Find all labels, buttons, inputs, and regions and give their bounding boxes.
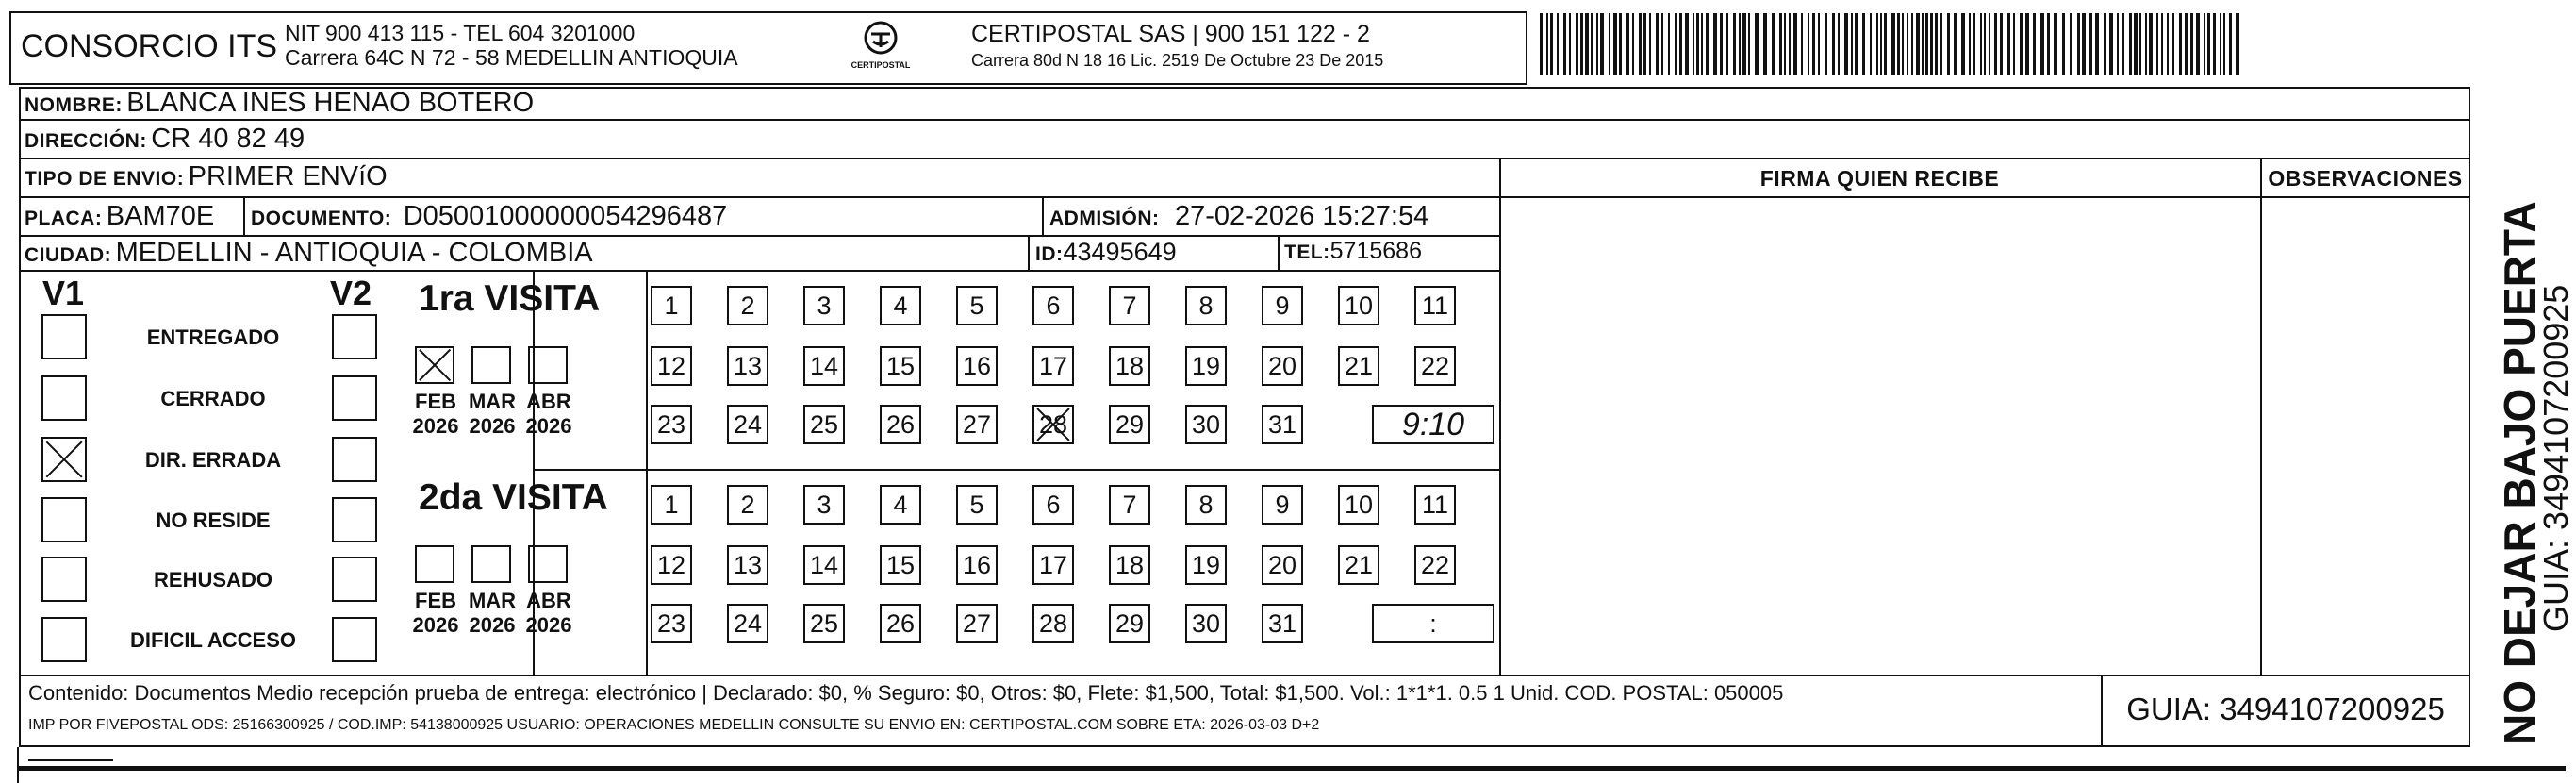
day-box[interactable]: 11 bbox=[1414, 485, 1456, 525]
status-label: REHUSADO bbox=[154, 568, 272, 591]
day-box[interactable]: 1 bbox=[651, 485, 692, 525]
certipostal-logo bbox=[852, 19, 909, 79]
admission-label: ADMISIÓN: bbox=[1049, 208, 1160, 229]
month-name: ABR bbox=[526, 390, 571, 413]
day-box[interactable]: 7 bbox=[1109, 485, 1150, 525]
day-box[interactable]: 5 bbox=[956, 485, 998, 525]
status-v2-checkbox[interactable] bbox=[332, 314, 377, 359]
day-box[interactable]: 2 bbox=[727, 286, 768, 325]
day-box[interactable]: 9 bbox=[1262, 485, 1303, 525]
day-box[interactable]: 6 bbox=[1032, 485, 1074, 525]
status-label: CERRADO bbox=[160, 387, 266, 410]
status-label: DIFICIL ACCESO bbox=[129, 628, 296, 652]
status-v2-checkbox[interactable] bbox=[332, 497, 377, 542]
month-year: 2026 bbox=[525, 414, 572, 438]
day-box[interactable]: 30 bbox=[1185, 604, 1227, 643]
shipping-row bbox=[25, 161, 388, 192]
id-label: ID: bbox=[1035, 243, 1064, 265]
company-line2: Carrera 64C N 72 - 58 MEDELLIN ANTIOQUIA bbox=[285, 45, 738, 70]
day-box[interactable]: 10 bbox=[1338, 485, 1379, 525]
status-label: DIR. ERRADA bbox=[144, 448, 282, 472]
day-box[interactable]: 21 bbox=[1338, 346, 1379, 386]
status-label: ENTREGADO bbox=[146, 325, 280, 349]
side-warning-text: NO DEJAR BAJO PUERTA bbox=[2495, 201, 2544, 745]
day-box[interactable]: 21 bbox=[1338, 545, 1379, 585]
address-row bbox=[25, 124, 305, 155]
day-box[interactable]: 8 bbox=[1185, 485, 1227, 525]
tel-label: TEL: bbox=[1284, 242, 1330, 263]
day-box[interactable]: 15 bbox=[880, 346, 921, 386]
plate-label: PLACA: bbox=[25, 208, 103, 229]
status-label: NO RESIDE bbox=[156, 508, 271, 532]
tel-cell bbox=[1284, 238, 1422, 265]
day-box[interactable]: 29 bbox=[1109, 405, 1150, 444]
day-box[interactable]: 24 bbox=[727, 604, 768, 643]
visit-time-box[interactable]: : bbox=[1372, 604, 1494, 643]
month-label bbox=[520, 390, 577, 439]
day-box[interactable]: 22 bbox=[1414, 346, 1456, 386]
document-cell bbox=[251, 201, 727, 232]
month-label bbox=[407, 589, 464, 638]
signature-header: FIRMA QUIEN RECIBE bbox=[1759, 166, 2000, 191]
footer-content-line: Contenido: Documentos Medio recepción prueba de entrega: electrónico | Declarado: $0, % Seguro: $0, Otros: $0, Flete: $1,500, Total: $1,500. Vol.: 1*1*1. 0.5 1 Unid. COD. POSTAL: 050005 bbox=[28, 681, 1784, 705]
status-v1-checkbox[interactable] bbox=[41, 375, 87, 421]
day-box[interactable]: 23 bbox=[651, 604, 692, 643]
company-name: CONSORCIO ITS bbox=[21, 28, 278, 64]
barcode bbox=[1540, 13, 2242, 75]
id-value: 43495649 bbox=[1063, 238, 1177, 266]
month-year: 2026 bbox=[525, 613, 572, 637]
day-box[interactable]: 18 bbox=[1109, 346, 1150, 386]
month-label bbox=[464, 390, 520, 439]
city-cell bbox=[25, 238, 593, 269]
day-box[interactable]: 2 bbox=[727, 485, 768, 525]
shipping-label: TIPO DE ENVIO: bbox=[25, 168, 185, 190]
visit-time-box[interactable]: 9:10 bbox=[1372, 405, 1494, 444]
plate-cell bbox=[25, 201, 214, 232]
month-name: FEB bbox=[415, 589, 456, 612]
status-v2-checkbox[interactable] bbox=[332, 557, 377, 602]
day-box[interactable]: 15 bbox=[880, 545, 921, 585]
day-box[interactable]: 4 bbox=[880, 485, 921, 525]
day-box[interactable]: 25 bbox=[803, 604, 845, 643]
admission-value: 27-02-2026 15:27:54 bbox=[1174, 201, 1429, 231]
day-box[interactable]: 27 bbox=[956, 604, 998, 643]
day-box[interactable]: 17 bbox=[1032, 545, 1074, 585]
day-box[interactable]: 30 bbox=[1185, 405, 1227, 444]
month-year: 2026 bbox=[469, 414, 516, 438]
city-value: MEDELLIN - ANTIOQUIA - COLOMBIA bbox=[115, 238, 593, 268]
day-box[interactable]: 4 bbox=[880, 286, 921, 325]
day-box[interactable]: 12 bbox=[651, 346, 692, 386]
day-box[interactable]: 5 bbox=[956, 286, 998, 325]
day-box[interactable]: 9 bbox=[1262, 286, 1303, 325]
day-box[interactable]: 24 bbox=[727, 405, 768, 444]
day-box[interactable]: 10 bbox=[1338, 286, 1379, 325]
day-box[interactable]: 13 bbox=[727, 545, 768, 585]
city-label: CIUDAD: bbox=[25, 244, 112, 266]
day-box[interactable]: 16 bbox=[956, 346, 998, 386]
company-line1: NIT 900 413 115 - TEL 604 3201000 bbox=[285, 21, 636, 45]
status-v1-checkbox[interactable] bbox=[41, 557, 87, 602]
status-v1-checkbox[interactable] bbox=[41, 497, 87, 542]
visit-title: 2da VISITA bbox=[419, 477, 608, 518]
status-v2-checkbox[interactable] bbox=[332, 375, 377, 421]
side-guia-text: GUIA: 3494107200925 bbox=[2536, 284, 2575, 632]
month-year: 2026 bbox=[469, 613, 516, 637]
status-v2-checkbox[interactable] bbox=[332, 617, 377, 662]
status-v2-checkbox[interactable] bbox=[332, 437, 377, 482]
footer-imp-line: IMP POR FIVEPOSTAL ODS: 25166300925 / COD.IMP: 54138000925 USUARIO: OPERACIONES MEDELLIN CONSULTE SU ENVIO EN: CERTIPOSTAL.COM SOBRE ETA: 2026-03-03 D+2 bbox=[28, 717, 1320, 733]
observations-area[interactable] bbox=[2262, 196, 2470, 675]
bottom-arrow-mark bbox=[28, 759, 113, 761]
day-box[interactable]: 7 bbox=[1109, 286, 1150, 325]
day-box[interactable]: 3 bbox=[803, 485, 845, 525]
day-box[interactable]: 27 bbox=[956, 405, 998, 444]
day-box[interactable]: 13 bbox=[727, 346, 768, 386]
logo-text: CERTIPOSTAL bbox=[850, 60, 911, 70]
day-box[interactable]: 3 bbox=[803, 286, 845, 325]
day-box[interactable]: 29 bbox=[1109, 604, 1150, 643]
day-box[interactable]: 19 bbox=[1185, 545, 1227, 585]
day-box[interactable]: 31 bbox=[1262, 405, 1303, 444]
day-box[interactable]: 22 bbox=[1414, 545, 1456, 585]
name-row bbox=[25, 88, 534, 119]
signature-area[interactable] bbox=[1501, 196, 2260, 675]
day-box[interactable]: 8 bbox=[1185, 286, 1227, 325]
status-v1-checkbox[interactable] bbox=[41, 617, 87, 662]
day-box[interactable]: 18 bbox=[1109, 545, 1150, 585]
footer-guia: GUIA: 3494107200925 bbox=[2126, 691, 2445, 726]
carrier-line2: Carrera 80d N 18 16 Lic. 2519 De Octubre 23 De 2015 bbox=[971, 51, 1384, 70]
day-box[interactable]: 26 bbox=[880, 604, 921, 643]
day-box[interactable]: 14 bbox=[803, 346, 845, 386]
day-box[interactable]: 12 bbox=[651, 545, 692, 585]
day-box[interactable]: 17 bbox=[1032, 346, 1074, 386]
month-name: ABR bbox=[526, 589, 571, 612]
v1-label: V1 bbox=[42, 274, 85, 312]
v2-label: V2 bbox=[330, 274, 372, 312]
day-box[interactable]: 26 bbox=[880, 405, 921, 444]
month-checkbox[interactable] bbox=[528, 346, 568, 384]
month-year: 2026 bbox=[412, 613, 459, 637]
side-guia bbox=[2536, 285, 2576, 632]
day-box[interactable]: 20 bbox=[1262, 346, 1303, 386]
day-box[interactable]: 20 bbox=[1262, 545, 1303, 585]
month-checkbox[interactable] bbox=[415, 346, 454, 384]
document-value: D05001000000054296487 bbox=[403, 201, 728, 231]
document-label: DOCUMENTO: bbox=[251, 208, 392, 229]
plate-value: BAM70E bbox=[106, 201, 215, 231]
day-box[interactable]: 6 bbox=[1032, 286, 1074, 325]
day-box[interactable]: 16 bbox=[956, 545, 998, 585]
day-box[interactable]: 31 bbox=[1262, 604, 1303, 643]
day-box[interactable]: 25 bbox=[803, 405, 845, 444]
admission-cell bbox=[1049, 201, 1428, 232]
month-checkbox[interactable] bbox=[528, 545, 568, 583]
month-checkbox[interactable] bbox=[471, 346, 511, 384]
month-label bbox=[407, 390, 464, 439]
id-cell bbox=[1035, 238, 1177, 267]
month-year: 2026 bbox=[412, 414, 459, 438]
day-box[interactable]: 14 bbox=[803, 545, 845, 585]
month-checkbox[interactable] bbox=[471, 545, 511, 583]
day-box[interactable]: 28 bbox=[1032, 405, 1074, 444]
carrier-line1: CERTIPOSTAL SAS | 900 151 122 - 2 bbox=[971, 21, 1370, 47]
day-cross-mark bbox=[1034, 407, 1072, 442]
day-box[interactable]: 1 bbox=[651, 286, 692, 325]
address-label: DIRECCIÓN: bbox=[25, 130, 147, 152]
observations-header: OBSERVACIONES bbox=[2268, 166, 2463, 191]
visit-title: 1ra VISITA bbox=[419, 278, 601, 319]
status-v1-checkbox[interactable] bbox=[41, 437, 87, 482]
name-label: NOMBRE: bbox=[25, 94, 123, 116]
day-box[interactable]: 19 bbox=[1185, 346, 1227, 386]
month-name: FEB bbox=[415, 390, 456, 413]
month-label bbox=[464, 589, 520, 638]
day-box[interactable]: 23 bbox=[651, 405, 692, 444]
day-box[interactable]: 28 bbox=[1032, 604, 1074, 643]
shipping-value: PRIMER ENVíO bbox=[188, 161, 388, 192]
address-value: CR 40 82 49 bbox=[151, 124, 305, 154]
month-name: MAR bbox=[468, 390, 517, 413]
month-label bbox=[520, 589, 577, 638]
month-checkbox[interactable] bbox=[415, 545, 454, 583]
day-box[interactable]: 11 bbox=[1414, 286, 1456, 325]
tel-value: 5715686 bbox=[1329, 238, 1422, 264]
status-v1-checkbox[interactable] bbox=[41, 314, 87, 359]
name-value: BLANCA INES HENAO BOTERO bbox=[126, 88, 535, 118]
month-name: MAR bbox=[468, 589, 517, 612]
